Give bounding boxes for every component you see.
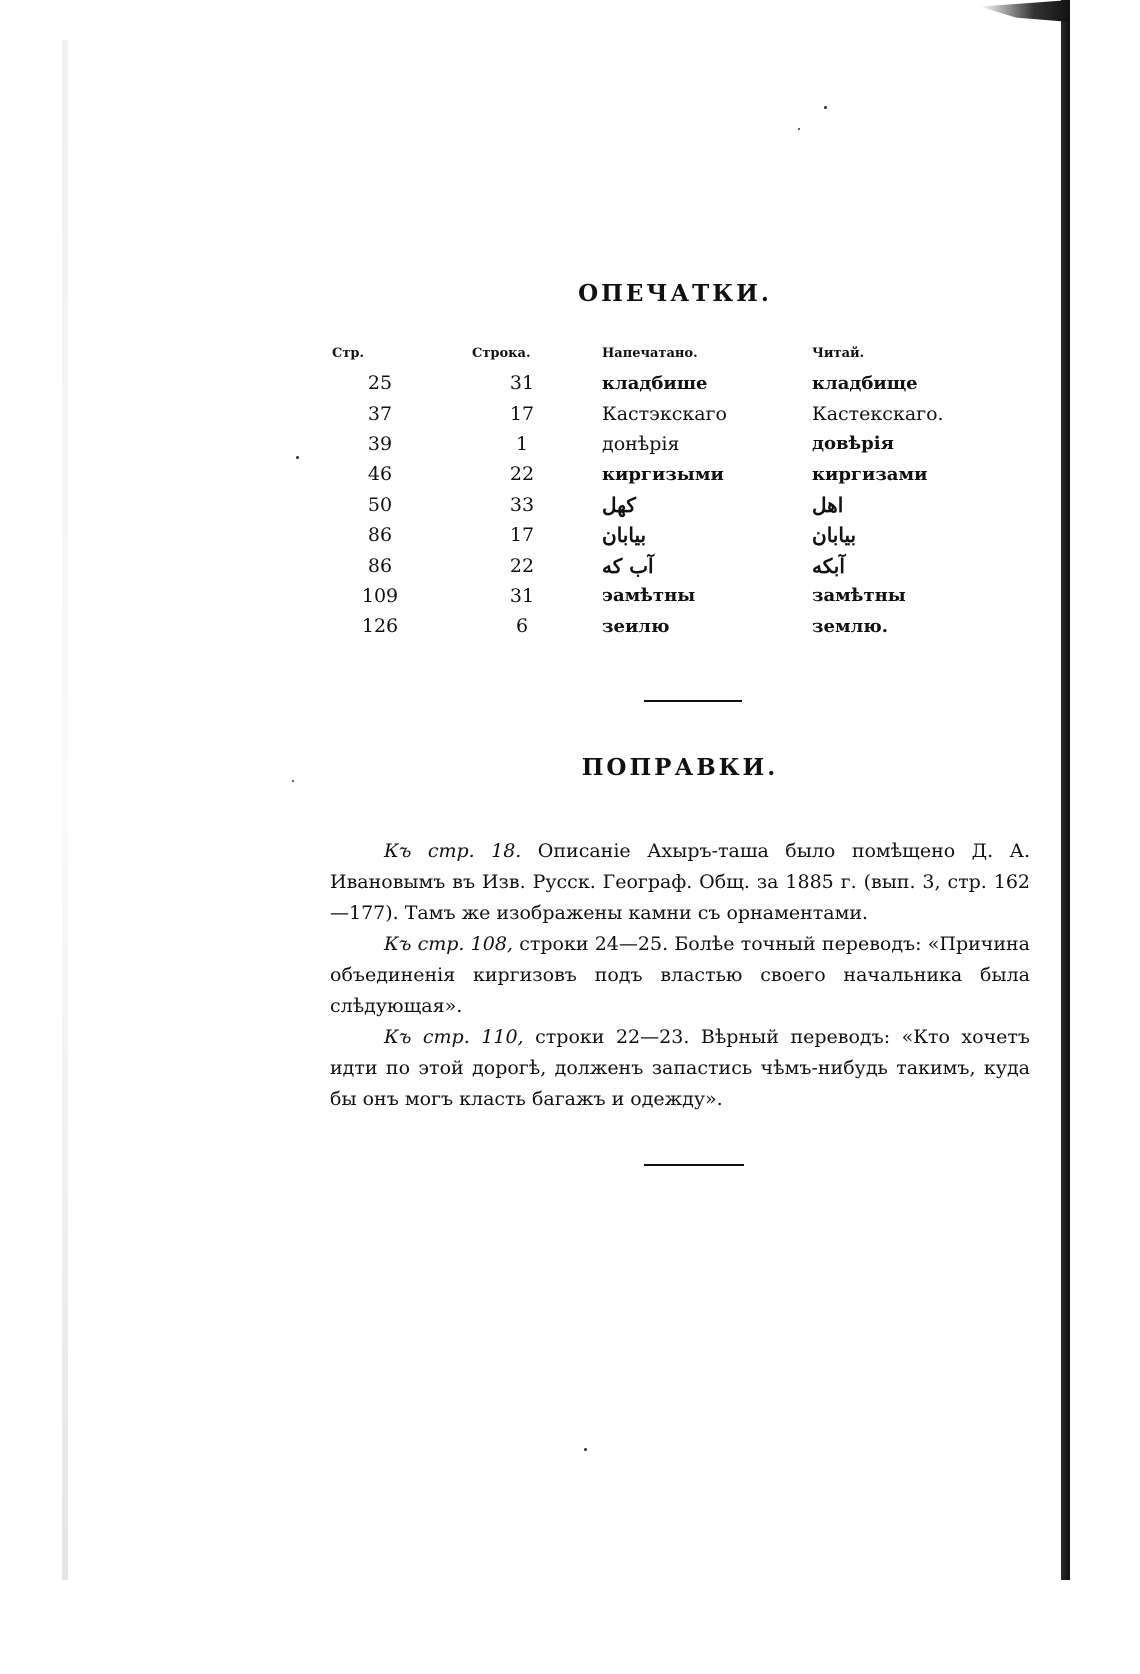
- table-row: [318, 398, 982, 428]
- errata-header-row: [318, 342, 982, 368]
- cell-line: 31: [509, 584, 535, 607]
- cell-page: 86: [367, 554, 393, 577]
- scan-speck: [824, 106, 827, 109]
- cell-printed: киргизыми: [602, 463, 724, 485]
- cell-read: آبكه: [812, 553, 845, 578]
- cell-printed: эамѣтны: [602, 585, 696, 607]
- scan-speck: [296, 456, 299, 459]
- header-page: Стр.: [332, 345, 365, 361]
- cell-line: 22: [509, 463, 535, 486]
- errata-title: ОПЕЧАТКИ.: [578, 280, 772, 307]
- table-row: [318, 368, 982, 398]
- cell-page: 126: [361, 615, 399, 638]
- section-divider: [644, 1164, 744, 1166]
- correction-item: [330, 836, 1030, 929]
- section-divider: [644, 700, 742, 702]
- cell-read: довѣрія: [812, 433, 894, 455]
- scan-speck: [584, 1448, 587, 1451]
- corrections-list: [330, 836, 1030, 1115]
- cell-read: киргизами: [812, 463, 928, 485]
- cell-printed: зеилю: [602, 615, 670, 637]
- correction-text: строки 24—25. Болѣе точный переводъ: «Причина объединенія киргизовъ подъ властью своего начальника была слѣдующая».: [330, 933, 1030, 1017]
- cell-read: اهل: [812, 492, 844, 517]
- scan-speck: [798, 128, 800, 130]
- table-row: [318, 611, 982, 641]
- cell-line: 33: [509, 493, 535, 516]
- cell-printed: кладбише: [602, 372, 708, 394]
- table-row: [318, 459, 982, 489]
- scan-shadow-left: [62, 40, 68, 1580]
- header-printed: Напечатано.: [602, 345, 698, 361]
- cell-read: Кастекскаго.: [812, 402, 944, 425]
- cell-line: 17: [509, 524, 535, 547]
- cell-page: 46: [367, 463, 393, 486]
- table-row: [318, 490, 982, 520]
- cell-read: بيابان: [812, 523, 857, 548]
- errata-table: [318, 342, 982, 642]
- cell-page: 109: [361, 584, 399, 607]
- scan-edge-right: [1061, 0, 1070, 1580]
- cell-printed: Кастэкскаго: [602, 402, 727, 425]
- cell-line: 31: [509, 372, 535, 395]
- table-row: [318, 429, 982, 459]
- cell-line: 22: [509, 554, 535, 577]
- table-row: [318, 550, 982, 580]
- correction-text: Описаніе Ахыръ-таша было помѣщено Д. А. Ивановымъ въ Изв. Русск. Географ. Общ. за 1885 г. (вып. 3, стр. 162—177). Тамъ же изображены камни съ орнаментами.: [330, 840, 1030, 924]
- cell-line: 6: [515, 615, 529, 638]
- cell-read: землю.: [812, 615, 888, 637]
- correction-text: строки 22—23. Вѣрный переводъ: «Кто хочетъ идти по этой дорогѣ, долженъ запастись чѣмъ-нибудь такимъ, куда бы онъ могъ класть багажъ и одежду».: [330, 1026, 1030, 1110]
- cell-line: 17: [509, 402, 535, 425]
- cell-printed: донѣрія: [602, 432, 680, 455]
- cell-page: 86: [367, 524, 393, 547]
- cell-read: замѣтны: [812, 585, 906, 607]
- corrections-title: ПОПРАВКИ.: [581, 754, 779, 781]
- cell-page: 50: [367, 493, 393, 516]
- correction-item: [330, 929, 1030, 1022]
- correction-ref: Къ стр. 108,: [384, 933, 513, 955]
- cell-page: 37: [367, 402, 393, 425]
- header-line: Строка.: [472, 345, 531, 361]
- cell-page: 25: [367, 372, 393, 395]
- cell-line: 1: [515, 432, 529, 455]
- table-row: [318, 520, 982, 550]
- correction-item: [330, 1022, 1030, 1115]
- cell-printed: بيابان: [602, 523, 647, 548]
- correction-ref: Къ стр. 110,: [384, 1026, 524, 1048]
- cell-page: 39: [367, 432, 393, 455]
- correction-ref: Къ стр. 18.: [384, 840, 522, 862]
- table-row: [318, 581, 982, 611]
- cell-printed: كهل: [602, 492, 636, 517]
- cell-read: кладбище: [812, 372, 918, 394]
- header-read: Читай.: [812, 345, 865, 361]
- cell-printed: آب كه: [602, 553, 654, 578]
- scan-edge-top: [980, 0, 1070, 22]
